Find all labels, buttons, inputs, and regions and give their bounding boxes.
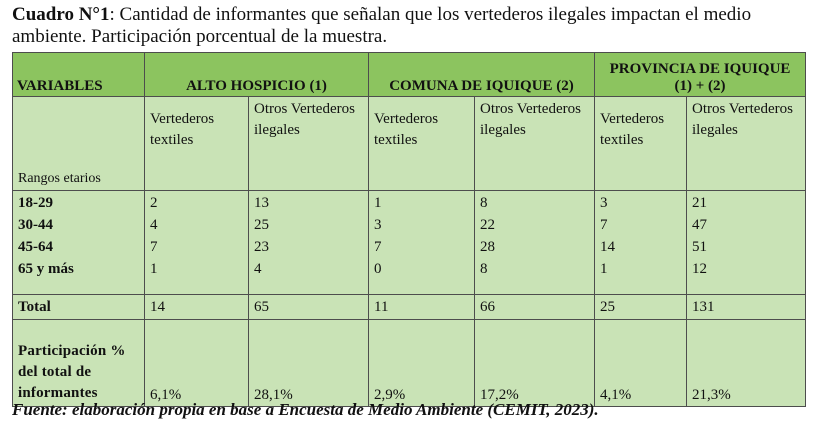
cell: 7 [600,217,608,233]
col-otros-ci [475,191,595,295]
participation-label: Participación % del total de informantes [13,320,145,407]
cell: 65 [249,295,369,320]
cell: 12 [692,261,707,277]
subheader-textiles-ci: Vertederos textiles [369,97,475,191]
cell: 25 [595,295,687,320]
cell: 13 [254,195,269,211]
cell: 22 [480,217,495,233]
age-label: 18-29 [18,195,53,211]
cell: 14 [600,239,615,255]
age-labels [13,191,145,295]
cell: 3 [374,217,382,233]
cell: 4 [150,217,158,233]
col-otros-pi [687,191,806,295]
cell: 11 [369,295,475,320]
cell: 8 [480,261,488,277]
header-variables: VARIABLES [13,53,145,97]
cell: 4 [254,261,262,277]
subheader-row [13,97,806,191]
col-textiles-ah [145,191,249,295]
cell: 1 [600,261,608,277]
header-provincia-iquique: PROVINCIA DE IQUIQUE (1) + (2) [595,53,806,97]
caption-number: Cuadro N°1 [12,4,110,25]
col-textiles-ci [369,191,475,295]
cell: 1 [150,261,158,277]
cell: 1 [374,195,382,211]
age-label: 65 y más [18,261,74,277]
cell: 6,1% [145,320,249,407]
subheader-otros-ci: Otros Vertederos ilegales [475,97,595,191]
caption-text: : Cantidad de informantes que señalan que los vertederos ilegales impactan el medio ambiente. Participación porcentual de la muestra. [12,4,752,47]
cell: 28,1% [249,320,369,407]
subheader-otros-ah: Otros Vertederos ilegales [249,97,369,191]
header-alto-hospicio: ALTO HOSPICIO (1) [145,53,369,97]
cell: 17,2% [475,320,595,407]
cell: 25 [254,217,269,233]
header-comuna-iquique: COMUNA DE IQUIQUE (2) [369,53,595,97]
cell: 21,3% [687,320,806,407]
cell: 0 [374,261,382,277]
total-label: Total [13,295,145,320]
header-row [13,53,806,97]
col-otros-ah [249,191,369,295]
cell: 28 [480,239,495,255]
source-note: Fuente: elaboración propia en base a Encuesta de Medio Ambiente (CEMIT, 2023). [12,400,599,419]
age-rows [13,191,806,295]
subheader-otros-pi: Otros Vertederos ilegales [687,97,806,191]
cell: 131 [687,295,806,320]
cell: 23 [254,239,269,255]
subheader-textiles-ah: Vertederos textiles [145,97,249,191]
cell: 47 [692,217,707,233]
cell: 21 [692,195,707,211]
cell: 51 [692,239,707,255]
cell: 66 [475,295,595,320]
cell: 2 [150,195,158,211]
informants-table [12,52,806,407]
age-label: 30-44 [18,217,53,233]
cell: 8 [480,195,488,211]
subheader-rangos: Rangos etarios [13,97,145,191]
table-caption [12,4,812,48]
cell: 2,9% [369,320,475,407]
cell: 7 [374,239,382,255]
participation-row [13,320,806,407]
age-label: 45-64 [18,239,53,255]
cell: 14 [145,295,249,320]
cell: 4,1% [595,320,687,407]
col-textiles-pi [595,191,687,295]
cell: 3 [600,195,608,211]
cell: 7 [150,239,158,255]
total-row [13,295,806,320]
subheader-textiles-pi: Vertederos textiles [595,97,687,191]
